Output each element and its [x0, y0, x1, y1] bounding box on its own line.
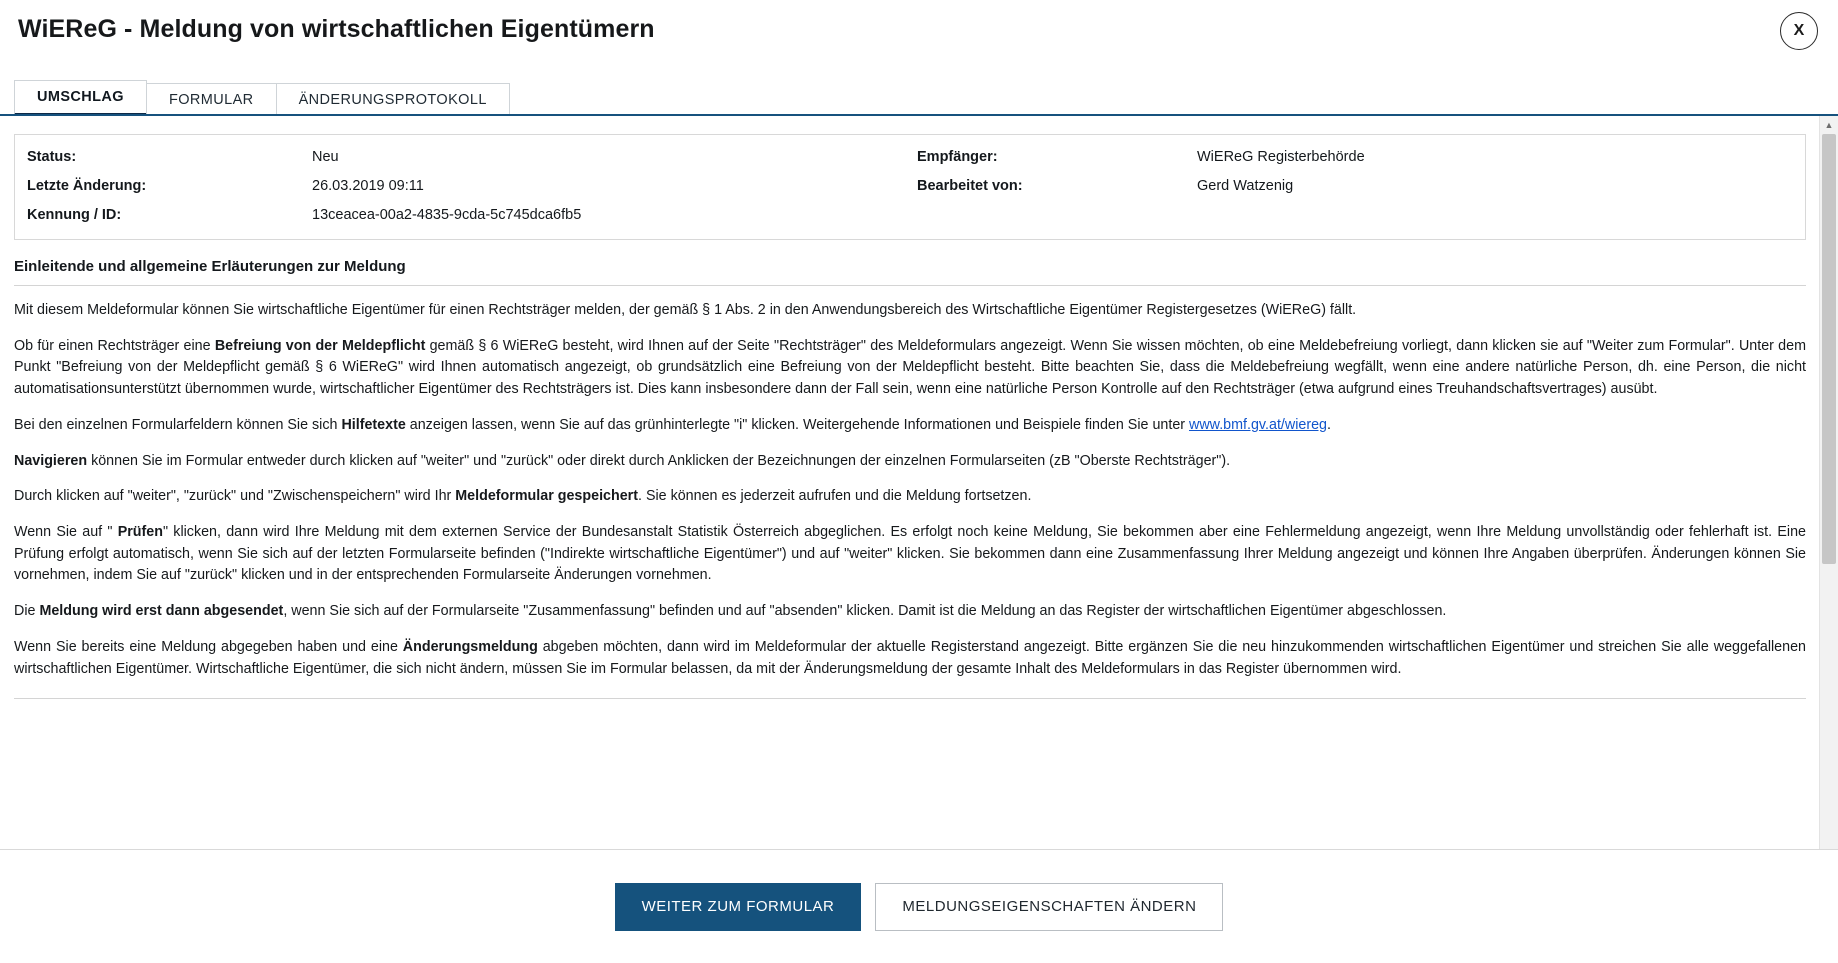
meldungseigenschaften-aendern-button[interactable]: MELDUNGSEIGENSCHAFTEN ÄNDERN: [875, 883, 1223, 931]
text-hilfetexte-a: Bei den einzelnen Formularfeldern können Sie sich: [14, 416, 342, 433]
text-navigieren-b: können Sie im Formular entweder durch klicken auf "weiter" und "zurück" oder direkt durch Anklicken der Bezeichnungen der einzelnen Formularseiten (zB "Oberste Rechtsträger").: [87, 452, 1231, 469]
scrollbar-thumb[interactable]: [1822, 134, 1836, 564]
text-pruefen-bold: Prüfen: [117, 524, 163, 541]
editor-value: Gerd Watzenig: [1197, 178, 1294, 194]
paragraph-intro: Mit diesem Meldeformular können Sie wirtschaftliche Eigentümer für einen Rechtsträger melden, der gemäß § 1 Abs. 2 in den Anwendungsbereich des Wirtschaftliche Eigentümer Registergesetzes (WiEReG) fällt.: [14, 302, 1357, 318]
spacer-cell-1: [917, 207, 1197, 223]
meldung-summary-grid: [27, 149, 1793, 223]
paragraph-befreiung: [14, 336, 1806, 401]
last-change-label: Letzte Änderung:: [27, 178, 147, 194]
weiter-zum-formular-button[interactable]: WEITER ZUM FORMULAR: [615, 883, 862, 931]
status-label: Status:: [27, 149, 77, 165]
last-change-value: 26.03.2019 09:11: [312, 178, 424, 194]
text-befreiung-a: Ob für einen Rechtsträger eine: [14, 337, 215, 354]
text-absenden-a: Die: [14, 603, 40, 620]
id-label: Kennung / ID:: [27, 207, 122, 223]
paragraph-navigieren: [14, 451, 1806, 473]
text-speichern-bold: Meldeformular gespeichert: [455, 488, 638, 505]
recipient-label: Empfänger:: [917, 149, 998, 165]
content-area: [0, 116, 1838, 872]
meldung-summary-panel: [14, 134, 1806, 240]
paragraph-hilfetexte: [14, 415, 1806, 437]
text-speichern-c: . Sie können es jederzeit aufrufen und die Meldung fortsetzen.: [638, 488, 1032, 505]
scroll-up-icon[interactable]: ▲: [1824, 120, 1834, 130]
text-befreiung-bold: Befreiung von der Meldepflicht: [214, 337, 426, 354]
dialog-footer: [0, 849, 1838, 963]
text-hilfetexte-c: anzeigen lassen, wenn Sie auf das grünhinterlegte "i" klicken. Weitergehende Informationen und Beispiele finden Sie unter: [405, 416, 1190, 433]
dialog-header: [0, 0, 1838, 58]
recipient-value: WiEReG Registerbehörde: [1197, 149, 1365, 165]
text-hilfetexte-bold: Hilfetexte: [341, 416, 406, 433]
text-absenden-bold: Meldung wird erst dann abgesendet: [39, 603, 284, 620]
paragraph-pruefen: [14, 522, 1806, 587]
spacer-cell-2: [1197, 207, 1793, 223]
text-aenderung-c: abgeben möchten, dann wird im Meldeformular der aktuelle Registerstand angezeigt. Bitte ergänzen Sie die neu hinzukommenden wirtschaftlichen Eigentümer und streichen Sie alle weggefallenen wirtschaftlichen Eigentümer. Wirtschaftliche Eigentümer, die sich nicht ändern, müssen Sie im Formular belassen, da mit der Änderungsmeldung der gesamte Inhalt des Meldeformulars in das Register übernommen wird.: [14, 638, 1806, 677]
paragraph-speichern: [14, 486, 1806, 508]
tab-formular[interactable]: FORMULAR: [146, 83, 277, 116]
section-title: Einleitende und allgemeine Erläuterungen zur Meldung: [14, 258, 1806, 286]
tab-umschlag[interactable]: UMSCHLAG: [14, 80, 147, 116]
paragraph-absenden: [14, 601, 1806, 623]
text-pruefen-a: Wenn Sie auf ": [14, 524, 118, 541]
content-bottom-rule: [14, 698, 1806, 699]
content-scrollbar[interactable]: [1819, 116, 1838, 872]
paragraph-aenderungsmeldung: [14, 637, 1806, 680]
text-pruefen-c: " klicken, dann wird Ihre Meldung mit dem externen Service der Bundesanstalt Statistik Österreich abgeglichen. Es erfolgt noch keine Meldung, Sie bekommen aber eine Fehlermeldung angezeigt, wenn Ihre Meldung unvollständig oder fehlerhaft ist. Eine Prüfung erfolgt automatisch, wenn Sie sich auf der letzten Formularseite befinden ("Indirekte wirtschaftliche Eigentümer") und auf "weiter" klicken. Sie bekommen dann eine Zusammenfassung Ihrer Meldung angezeigt und können Ihre Angaben überprüfen. Änderungen können Sie vornehmen, indem Sie auf "zurück" klicken und in der entsprechenden Formularseite Änderungen vornehmen.: [14, 524, 1806, 584]
close-icon[interactable]: X: [1780, 12, 1818, 50]
text-absenden-c: , wenn Sie sich auf der Formularseite "Zusammenfassung" befinden und auf "absenden" klicken. Damit ist die Meldung an das Register der wirtschaftlichen Eigentümer abgeschlossen.: [283, 603, 1447, 620]
text-aenderung-bold: Änderungsmeldung: [402, 638, 538, 655]
page-title: WiEReG - Meldung von wirtschaftlichen Eigentümern: [18, 14, 655, 43]
content-scroll-region: [0, 116, 1820, 872]
text-befreiung-c: gemäß § 6 WiEReG besteht, wird Ihnen auf der Seite "Rechtsträger" des Meldeformulars angezeigt. Wenn Sie wissen möchten, ob eine Meldebefreiung vorliegt, dann klicken sie auf "Weiter zum Formular". Unter dem Punkt "Befreiung von der Meldepflicht gemäß § 6 WiEReG" wird Ihnen automatisch angezeigt, ob grundsätzlich eine Befreiung von der Meldepflicht besteht. Bitte beachten Sie, dass die Meldebefreiung wegfällt, wenn eine andere natürliche Person, dh. eine Person, die nicht automatisationsunterstützt übernommen wurde, wirtschaftlicher Eigentümer des Rechtsträgers ist. Dies kann insbesondere dann der Fall sein, wenn eine natürliche Person Kontrolle auf den Rechtsträger (etwa aufgrund eines Treuhandschaftsvertrages) ausübt.: [14, 337, 1806, 398]
tab-bar: [0, 80, 1838, 116]
text-hilfetexte-d: .: [1327, 416, 1331, 433]
id-value: 13ceacea-00a2-4835-9cda-5c745dca6fb5: [312, 207, 582, 223]
status-value: Neu: [312, 149, 339, 165]
text-speichern-a: Durch klicken auf "weiter", "zurück" und "Zwischenspeichern" wird Ihr: [14, 488, 456, 505]
bmf-wiereg-link[interactable]: www.bmf.gv.at/wiereg: [1189, 416, 1327, 433]
tab-aenderungsprotokoll[interactable]: ÄNDERUNGSPROTOKOLL: [276, 83, 510, 116]
text-aenderung-a: Wenn Sie bereits eine Meldung abgegeben haben und eine: [14, 638, 403, 655]
editor-label: Bearbeitet von:: [917, 178, 1023, 194]
text-navigieren-bold: Navigieren: [14, 452, 88, 469]
